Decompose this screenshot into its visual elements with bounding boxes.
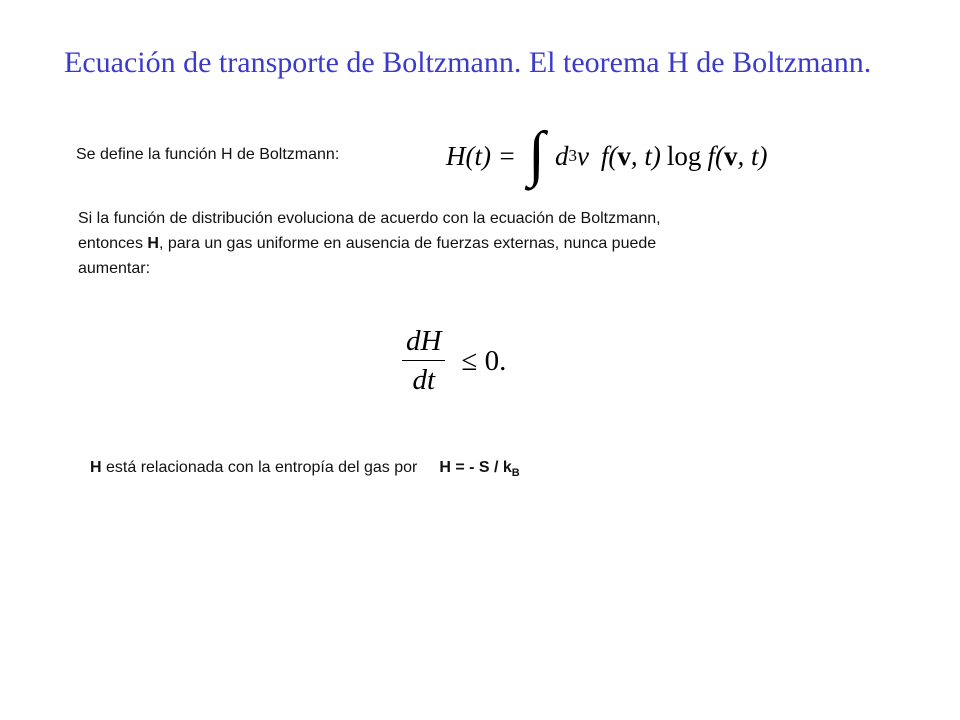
fraction-denominator: dt xyxy=(412,363,435,396)
eq-d-exponent: 3 xyxy=(568,146,577,165)
eq-log: log xyxy=(666,140,702,171)
eq-v: v xyxy=(576,140,589,171)
eq-vec-v1: v xyxy=(617,140,631,171)
paragraph-line-2 xyxy=(78,231,878,256)
h-theorem-paragraph xyxy=(78,206,878,281)
integral-sign: ∫ xyxy=(527,120,545,188)
eq-t2: , t) xyxy=(737,140,768,171)
relation-text: está relacionada con la entropía del gas por xyxy=(101,459,418,476)
h-theorem-inequality xyxy=(402,326,506,397)
eq-vec-v2: v xyxy=(723,140,738,171)
paragraph-h-bold: H xyxy=(147,235,159,252)
paragraph-line-2-post: , para un gas uniforme en ausencia de fuerzas externas, nunca puede xyxy=(158,235,657,252)
fraction-numerator: dH xyxy=(402,326,445,361)
slide-title: Ecuación de transporte de Boltzmann. El teorema H de Boltzmann. xyxy=(64,46,872,79)
inequality-relation: ≤ 0. xyxy=(461,344,507,377)
entropy-relation xyxy=(90,459,520,479)
entropy-formula-sub: B xyxy=(511,467,520,480)
paragraph-line-1: Si la función de distribución evoluciona de acuerdo con la ecuación de Boltzmann, xyxy=(78,210,661,227)
eq-f2: f( xyxy=(707,140,724,171)
eq-t1: , t) xyxy=(630,140,661,171)
entropy-formula xyxy=(439,459,520,480)
derivative-fraction xyxy=(402,326,445,397)
paragraph-line-2-pre: entonces xyxy=(78,235,148,252)
entropy-formula-main: H = - S / k xyxy=(439,459,512,476)
relation-h-bold: H xyxy=(90,459,102,476)
h-function-equation xyxy=(446,120,767,192)
paragraph-line-3: aumentar: xyxy=(78,260,151,277)
eq-d: d xyxy=(554,140,569,171)
eq-lhs: H(t) = xyxy=(446,140,516,171)
eq-f1: f( xyxy=(600,140,618,171)
definition-label: Se define la función H de Boltzmann: xyxy=(76,146,340,163)
